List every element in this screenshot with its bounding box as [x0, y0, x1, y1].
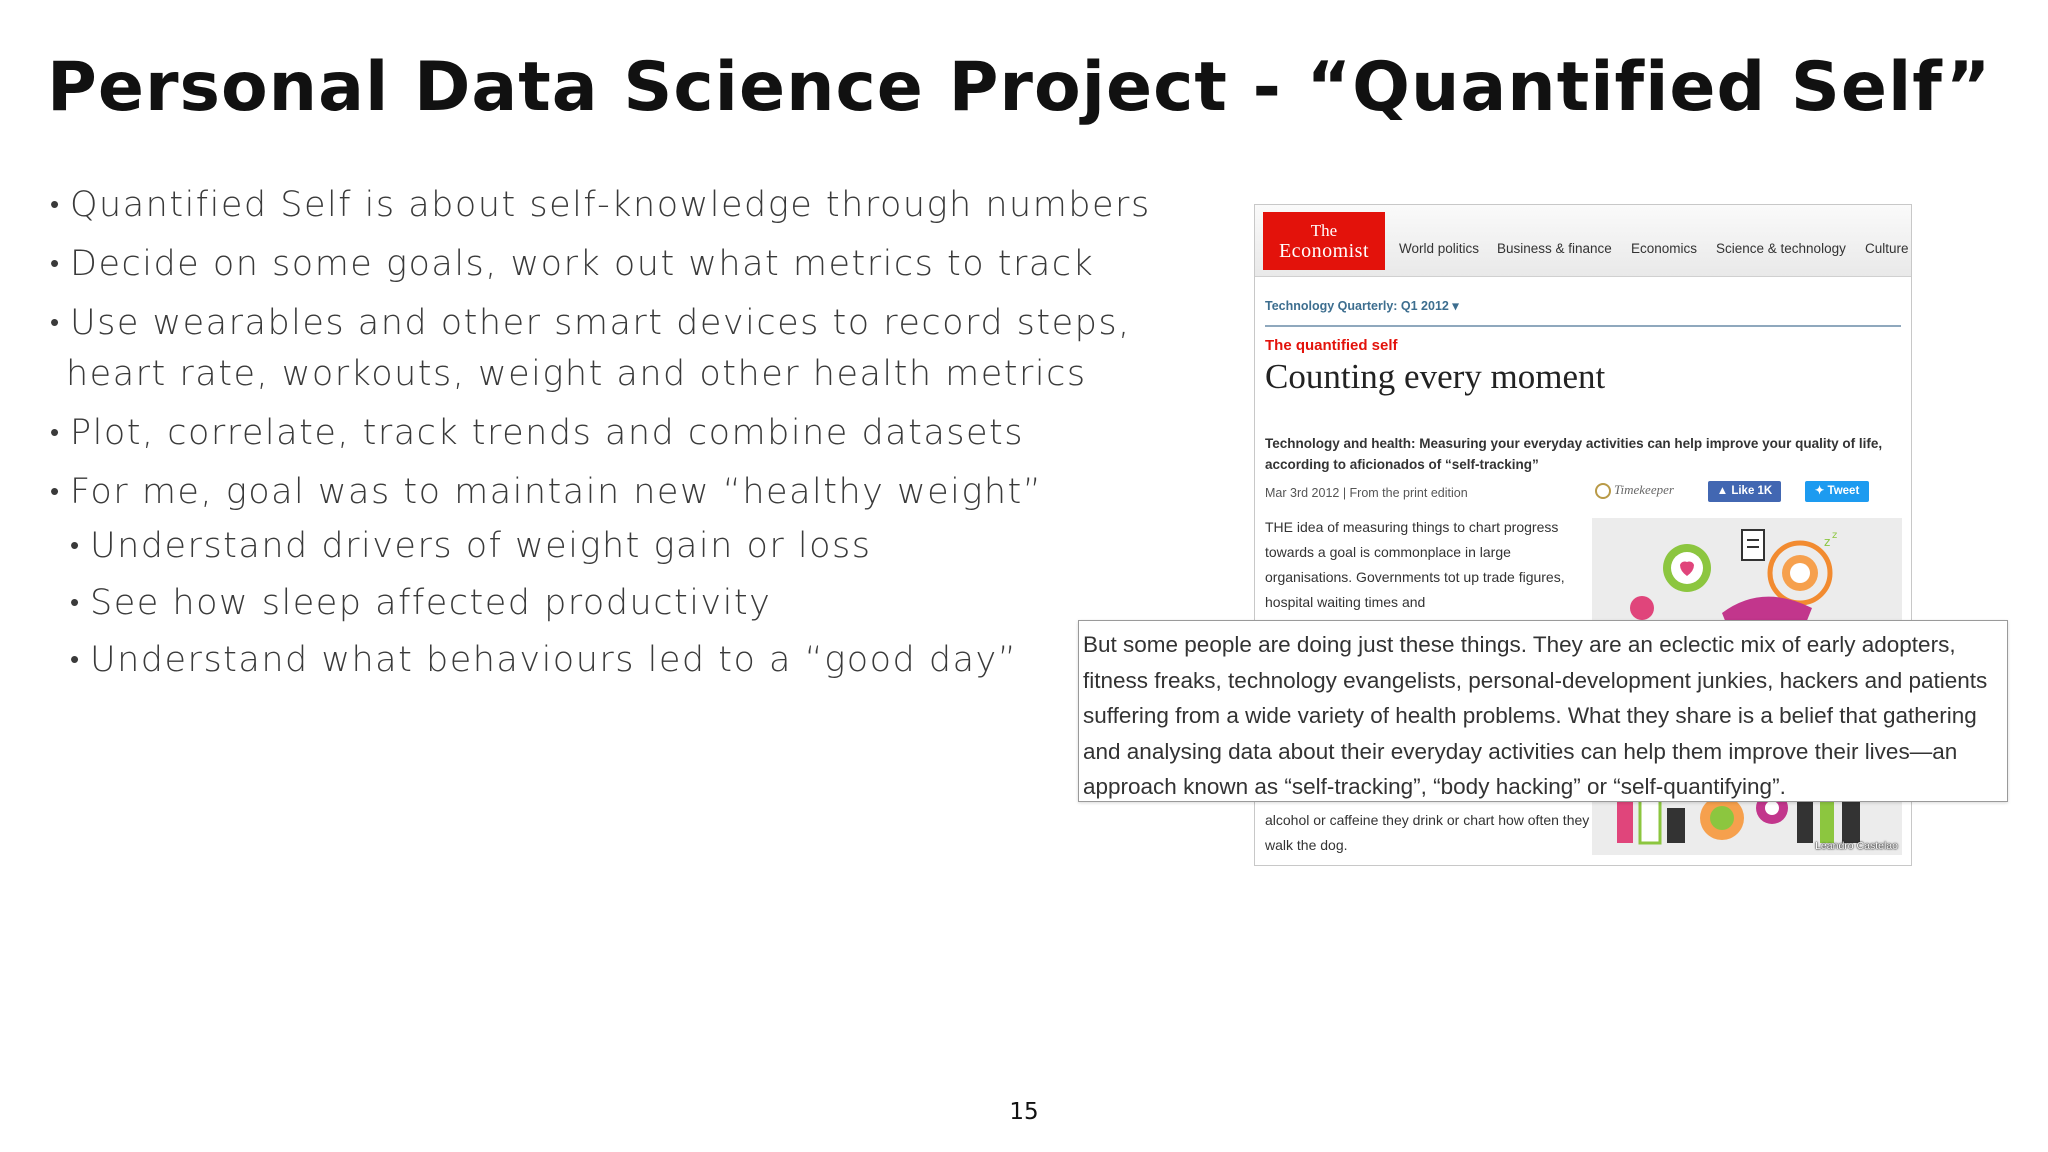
slide-title: Personal Data Science Project - “Quantified Self”	[47, 48, 1992, 127]
bullet-dot: •	[70, 531, 81, 561]
bullet-dot: •	[50, 249, 61, 279]
article-kicker: The quantified self	[1265, 337, 1398, 354]
like-label: Like 1K	[1731, 485, 1773, 497]
bullet-item	[50, 298, 1170, 400]
nav-item-world-politics: World politics	[1399, 241, 1480, 256]
sub-bullet-item	[50, 518, 1170, 575]
bullet-text: For me, goal was to maintain new “healthy weight”	[70, 472, 1043, 512]
nav-item-economics: Economics	[1631, 241, 1698, 256]
sub-bullet-item	[50, 632, 1170, 689]
article-dateline: Mar 3rd 2012 | From the print edition	[1265, 486, 1468, 500]
bullet-dot: •	[50, 190, 61, 220]
bullet-list	[50, 180, 1170, 689]
illustration-credit: Leandro Castelao	[1815, 840, 1898, 852]
svg-text:z: z	[1824, 535, 1831, 549]
bullet-item	[50, 408, 1170, 459]
article-body-bottom: alcohol or caffeine they drink or chart how often they walk the dog.	[1265, 812, 1590, 853]
timekeeper-icon	[1595, 483, 1611, 499]
economist-logo	[1263, 212, 1385, 270]
bullet-dot: •	[50, 477, 61, 507]
bullet-continuation: heart rate, workouts, weight and other health metrics	[66, 354, 1087, 394]
article-headline: Counting every moment	[1265, 357, 1606, 396]
page-number: 15	[1009, 1099, 1039, 1125]
site-nav-bar	[1255, 205, 1911, 277]
tweet-button	[1805, 481, 1869, 502]
bullet-text: See how sleep affected productivity	[90, 583, 772, 623]
bullet-text: Understand what behaviours led to a “good day”	[90, 640, 1018, 680]
bullet-dot: •	[70, 645, 81, 675]
bullet-dot: •	[70, 588, 81, 618]
bullet-dot: •	[50, 418, 61, 448]
quote-callout: But some people are doing just these things. They are an eclectic mix of early adopters, fitness freaks, technology evangelists, personal-development junkies, hackers and patients suffering from a wide variety of health problems. What they share is a belief that gathering and analysing data about their everyday activities can help them improve their lives—an approach known as “self-tracking”, “body hacking” or “self-quantifying”.	[1078, 620, 2008, 802]
nav-item-science-technology: Science & technology	[1716, 241, 1846, 256]
logo-line-1: The	[1310, 221, 1338, 240]
bullet-item	[50, 180, 1170, 231]
logo-line-2: Economist	[1278, 240, 1370, 262]
article-body-top: THE idea of measuring things to chart progress towards a goal is commonplace in large organisations. Governments tot up trade figures, hospital waiting times and	[1265, 519, 1565, 610]
bullet-item	[50, 467, 1170, 518]
article-standfirst: Technology and health: Measuring your everyday activities can help improve your quality of life, according to aficionados of “self-tracking”	[1265, 436, 1883, 472]
bullet-dot: •	[50, 308, 61, 338]
bullet-text: Use wearables and other smart devices to record steps,	[70, 303, 1131, 343]
section-label: Technology Quarterly: Q1 2012 ▾	[1265, 299, 1459, 313]
nav-item-culture: Culture	[1865, 241, 1909, 256]
svg-text:z: z	[1832, 530, 1838, 541]
timekeeper-badge	[1595, 482, 1674, 499]
facebook-like-button	[1708, 481, 1781, 502]
tweet-label: Tweet	[1827, 485, 1860, 497]
section-divider	[1265, 325, 1901, 327]
bullet-text: Quantified Self is about self-knowledge through numbers	[70, 185, 1151, 225]
sub-bullet-item	[50, 575, 1170, 632]
nav-item-business-finance: Business & finance	[1497, 241, 1612, 256]
bullet-text: Decide on some goals, work out what metrics to track	[70, 244, 1095, 284]
timekeeper-label: Timekeeper	[1614, 482, 1674, 497]
bullet-text: Plot, correlate, track trends and combine datasets	[70, 413, 1024, 453]
twitter-bird-icon: ✦	[1814, 485, 1828, 497]
bullet-item	[50, 239, 1170, 290]
bullet-text: Understand drivers of weight gain or loss	[90, 526, 872, 566]
thumbs-up-icon: ▲	[1716, 485, 1732, 497]
